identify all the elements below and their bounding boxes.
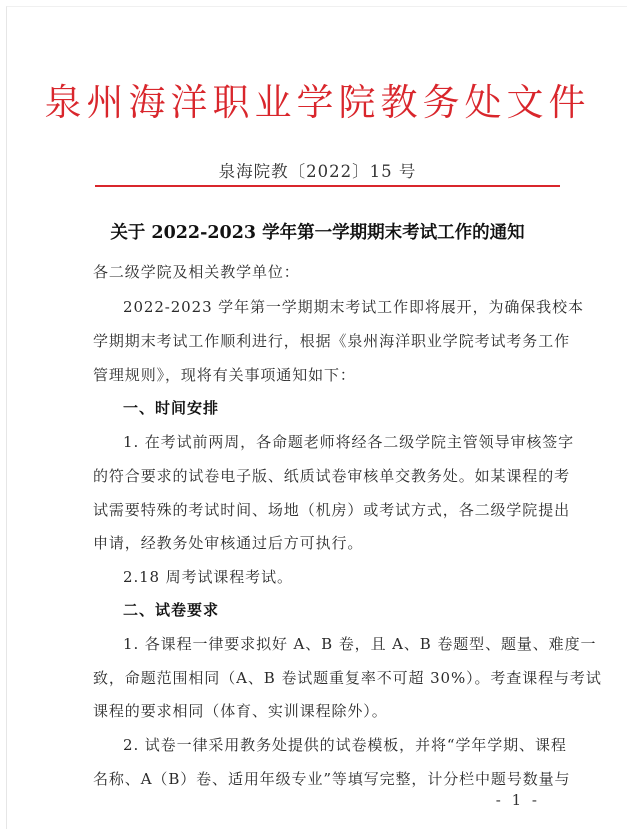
section2-item2-line-2: 名称、A（B）卷、适用年级专业”等填写完整，计分栏中题号数量与 bbox=[93, 770, 571, 788]
section1-item1-line-1: 1. 在考试前两周，各命题老师将经各二级学院主管领导审核签字 bbox=[123, 433, 575, 451]
document-header-title: 泉州海洋职业学院教务处文件 bbox=[44, 81, 591, 124]
section1-item1-line-4: 申请，经教务处审核通过后方可执行。 bbox=[93, 534, 364, 552]
section1-item1-line-2: 的符合要求的试卷电子版、纸质试卷审核单交教务处。如某课程的考 bbox=[93, 467, 571, 485]
intro-line-3: 管理规则》，现将有关事项通知如下： bbox=[93, 366, 356, 384]
section2-item1-line-1: 1. 各课程一律要求拟好 A、B 卷，且 A、B 卷题型、题量、难度一 bbox=[123, 635, 597, 653]
recipients-line: 各二级学院及相关教学单位： bbox=[93, 263, 300, 281]
section2-item2-line-1: 2. 试卷一律采用教务处提供的试卷模板，并将“学年学期、课程 bbox=[123, 736, 567, 754]
document-number: 泉海院教〔2022〕15 号 bbox=[218, 162, 417, 181]
intro-line-1: 2022-2023 学年第一学期期末考试工作即将展开，为确保我校本 bbox=[123, 298, 584, 316]
section1-item2: 2.18 周考试课程考试。 bbox=[123, 568, 293, 586]
section2-item1-line-2: 致，命题范围相同（A、B 卷试题重复率不可超 30%）。考查课程与考试 bbox=[93, 669, 602, 687]
section2-heading: 二、试卷要求 bbox=[123, 601, 220, 619]
section1-item1-line-3: 试需要特殊的考试时间、场地（机房）或考试方式，各二级学院提出 bbox=[93, 501, 571, 519]
section2-item1-line-3: 课程的要求相同（体育、实训课程除外）。 bbox=[93, 702, 388, 720]
section1-heading: 一、时间安排 bbox=[123, 399, 220, 417]
page-number: - 1 - bbox=[495, 791, 540, 809]
notice-title: 关于 2022-2023 学年第一学期期末考试工作的通知 bbox=[110, 223, 525, 243]
intro-line-2: 学期期末考试工作顺利进行，根据《泉州海洋职业学院考试考务工作 bbox=[93, 332, 571, 350]
red-divider-rule bbox=[95, 185, 560, 187]
